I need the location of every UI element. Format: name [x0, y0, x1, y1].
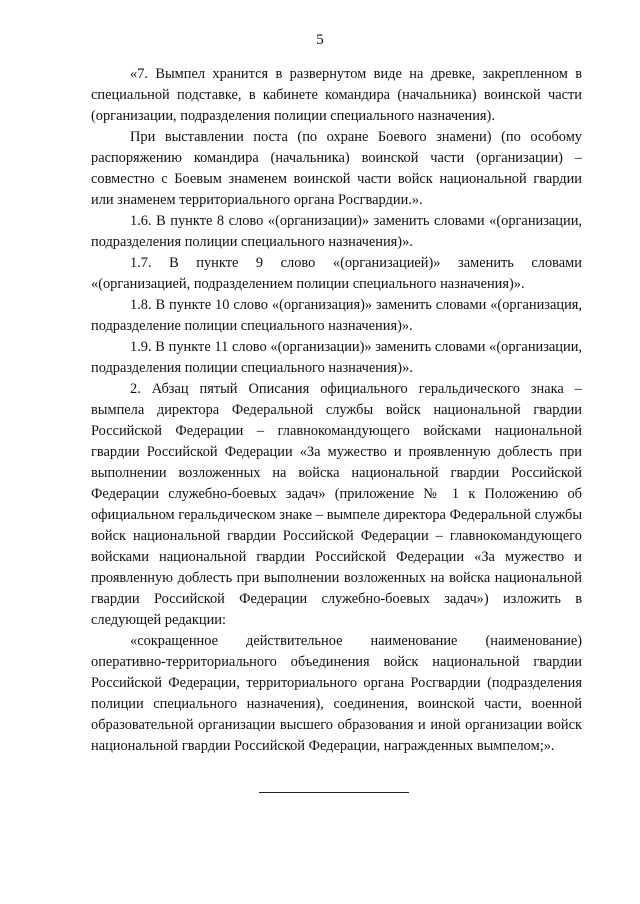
paragraph-1-6: 1.6. В пункте 8 слово «(организации)» заменить словами «(организации, подразделения полиции специального назначения)».	[91, 213, 582, 250]
paragraph-1-7: 1.7. В пункте 9 слово «(организацией)» заменить словами «(организацией, подразделением полиции специального назначения)».	[91, 255, 582, 292]
closing-divider-line	[259, 792, 409, 793]
paragraph-post-guard: При выставлении поста (по охране Боевого знамени) (по особому распоряжению командира (начальника) воинской части (организации) – совместно с Боевым знаменем воинской части войск национальной гвардии или знаменем территориального органа Росгвардии.».	[91, 129, 582, 208]
page-number: 5	[316, 32, 324, 48]
paragraph-new-wording: «сокращенное действительное наименование (наименование) оперативно-территориального объединения войск национальной гвардии Российской Федерации, территориального органа Росгвардии (подразделения полиции специального назначения), соединения, воинской части, военной образовательной организации высшего образования и иной организации войск национальной гвардии Российской Федерации, награжденных вымпелом;».	[91, 633, 582, 754]
document-body	[91, 64, 582, 757]
paragraph-1-9: 1.9. В пункте 11 слово «(организации)» заменить словами «(организации, подразделения полиции специального назначения)».	[91, 339, 582, 376]
paragraph-1-8: 1.8. В пункте 10 слово «(организация)» заменить словами «(организация, подразделение полиции специального назначения)».	[91, 297, 582, 334]
paragraph-7-pennant-storage: «7. Вымпел хранится в развернутом виде на древке, закрепленном в специальной подставке, в кабинете командира (начальника) воинской части (организации, подразделения полиции специального назначения).	[91, 66, 582, 124]
paragraph-2: 2. Абзац пятый Описания официального геральдического знака – вымпела директора Федеральной службы войск национальной гвардии Российской Федерации – главнокомандующего войсками национальной гвардии Российской Федерации «За мужество и проявленную доблесть при выполнении возложенных на войска национальной гвардии Российской Федерации служебно-боевых задач» (приложение № 1 к Положению об официальном геральдическом знаке – вымпеле директора Федеральной службы войск национальной гвардии Российской Федерации – главнокомандующего войсками национальной гвардии Российской Федерации «За мужество и проявленную доблесть при выполнении возложенных на войска национальной гвардии Российской Федерации служебно-боевых задач») изложить в следующей редакции:	[91, 381, 582, 628]
